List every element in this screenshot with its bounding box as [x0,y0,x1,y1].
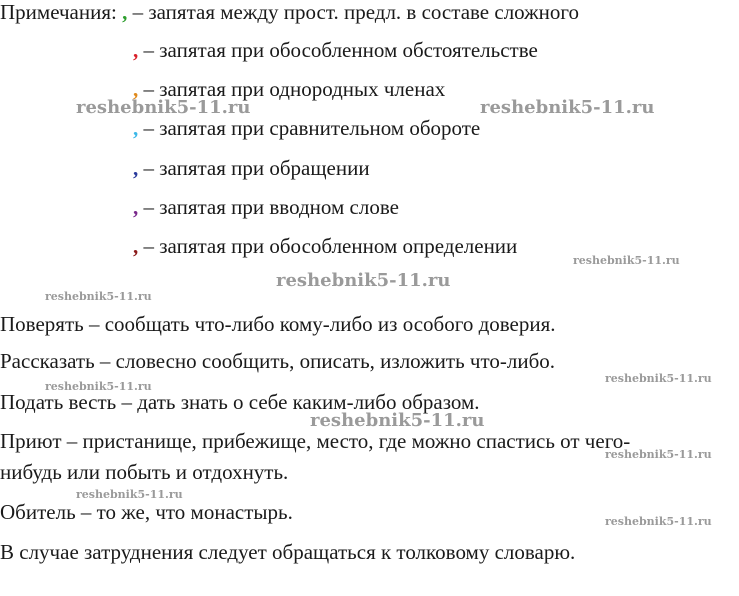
watermark: reshebnik5-11.ru [276,270,451,291]
notes-line-6 [133,195,399,219]
watermark: reshebnik5-11.ru [45,380,152,393]
watermark: reshebnik5-11.ru [605,515,712,528]
watermark: reshebnik5-11.ru [605,372,712,385]
comma-marker: , [133,156,139,180]
note-text: – запятая при однородных членах [138,77,446,101]
watermark: reshebnik5-11.ru [310,410,485,431]
note-text: – запятая при обособленном обстоятельстве [138,38,538,62]
comma-marker: , [133,234,139,258]
comma-marker: , [122,0,128,24]
notes-line-1 [0,0,579,24]
watermark: reshebnik5-11.ru [605,448,712,461]
comma-marker: , [133,77,139,101]
note-text: – запятая при сравнительном обороте [138,116,481,140]
notes-line-2 [133,38,538,62]
watermark: reshebnik5-11.ru [76,488,183,501]
watermark: reshebnik5-11.ru [45,290,152,303]
watermark: reshebnik5-11.ru [480,97,655,118]
notes-line-5 [133,156,370,180]
comma-marker: , [133,195,139,219]
definition-podat-vest: Подать весть – дать знать о себе каким-либо образом. [0,390,480,414]
notes-line-4 [133,116,480,140]
note-text: – запятая при обращении [138,156,370,180]
note-text: – запятая между прост. предл. в составе сложного [127,0,579,24]
note-text: – запятая при обособленном определении [138,234,518,258]
definition-poveryat: Поверять – сообщать что-либо кому-либо из особого доверия. [0,312,556,336]
note-text: – запятая при вводном слове [138,195,399,219]
closing-note: В случае затруднения следует обращаться к толковому словарю. [0,540,576,564]
definition-rasskazat: Рассказать – словесно сообщить, описать, изложить что-либо. [0,349,556,373]
notes-line-7 [133,234,517,258]
comma-marker: , [133,38,139,62]
definition-priyut: Приют – пристанище, прибежище, место, где можно спастись от чего- [0,429,631,453]
comma-marker: , [133,116,139,140]
definition-priyut-cont: нибудь или побыть и отдохнуть. [0,460,289,484]
watermark: reshebnik5-11.ru [573,254,680,267]
watermark: reshebnik5-11.ru [76,97,251,118]
definition-obitel: Обитель – то же, что монастырь. [0,500,293,524]
notes-heading: Примечания: [0,0,117,24]
